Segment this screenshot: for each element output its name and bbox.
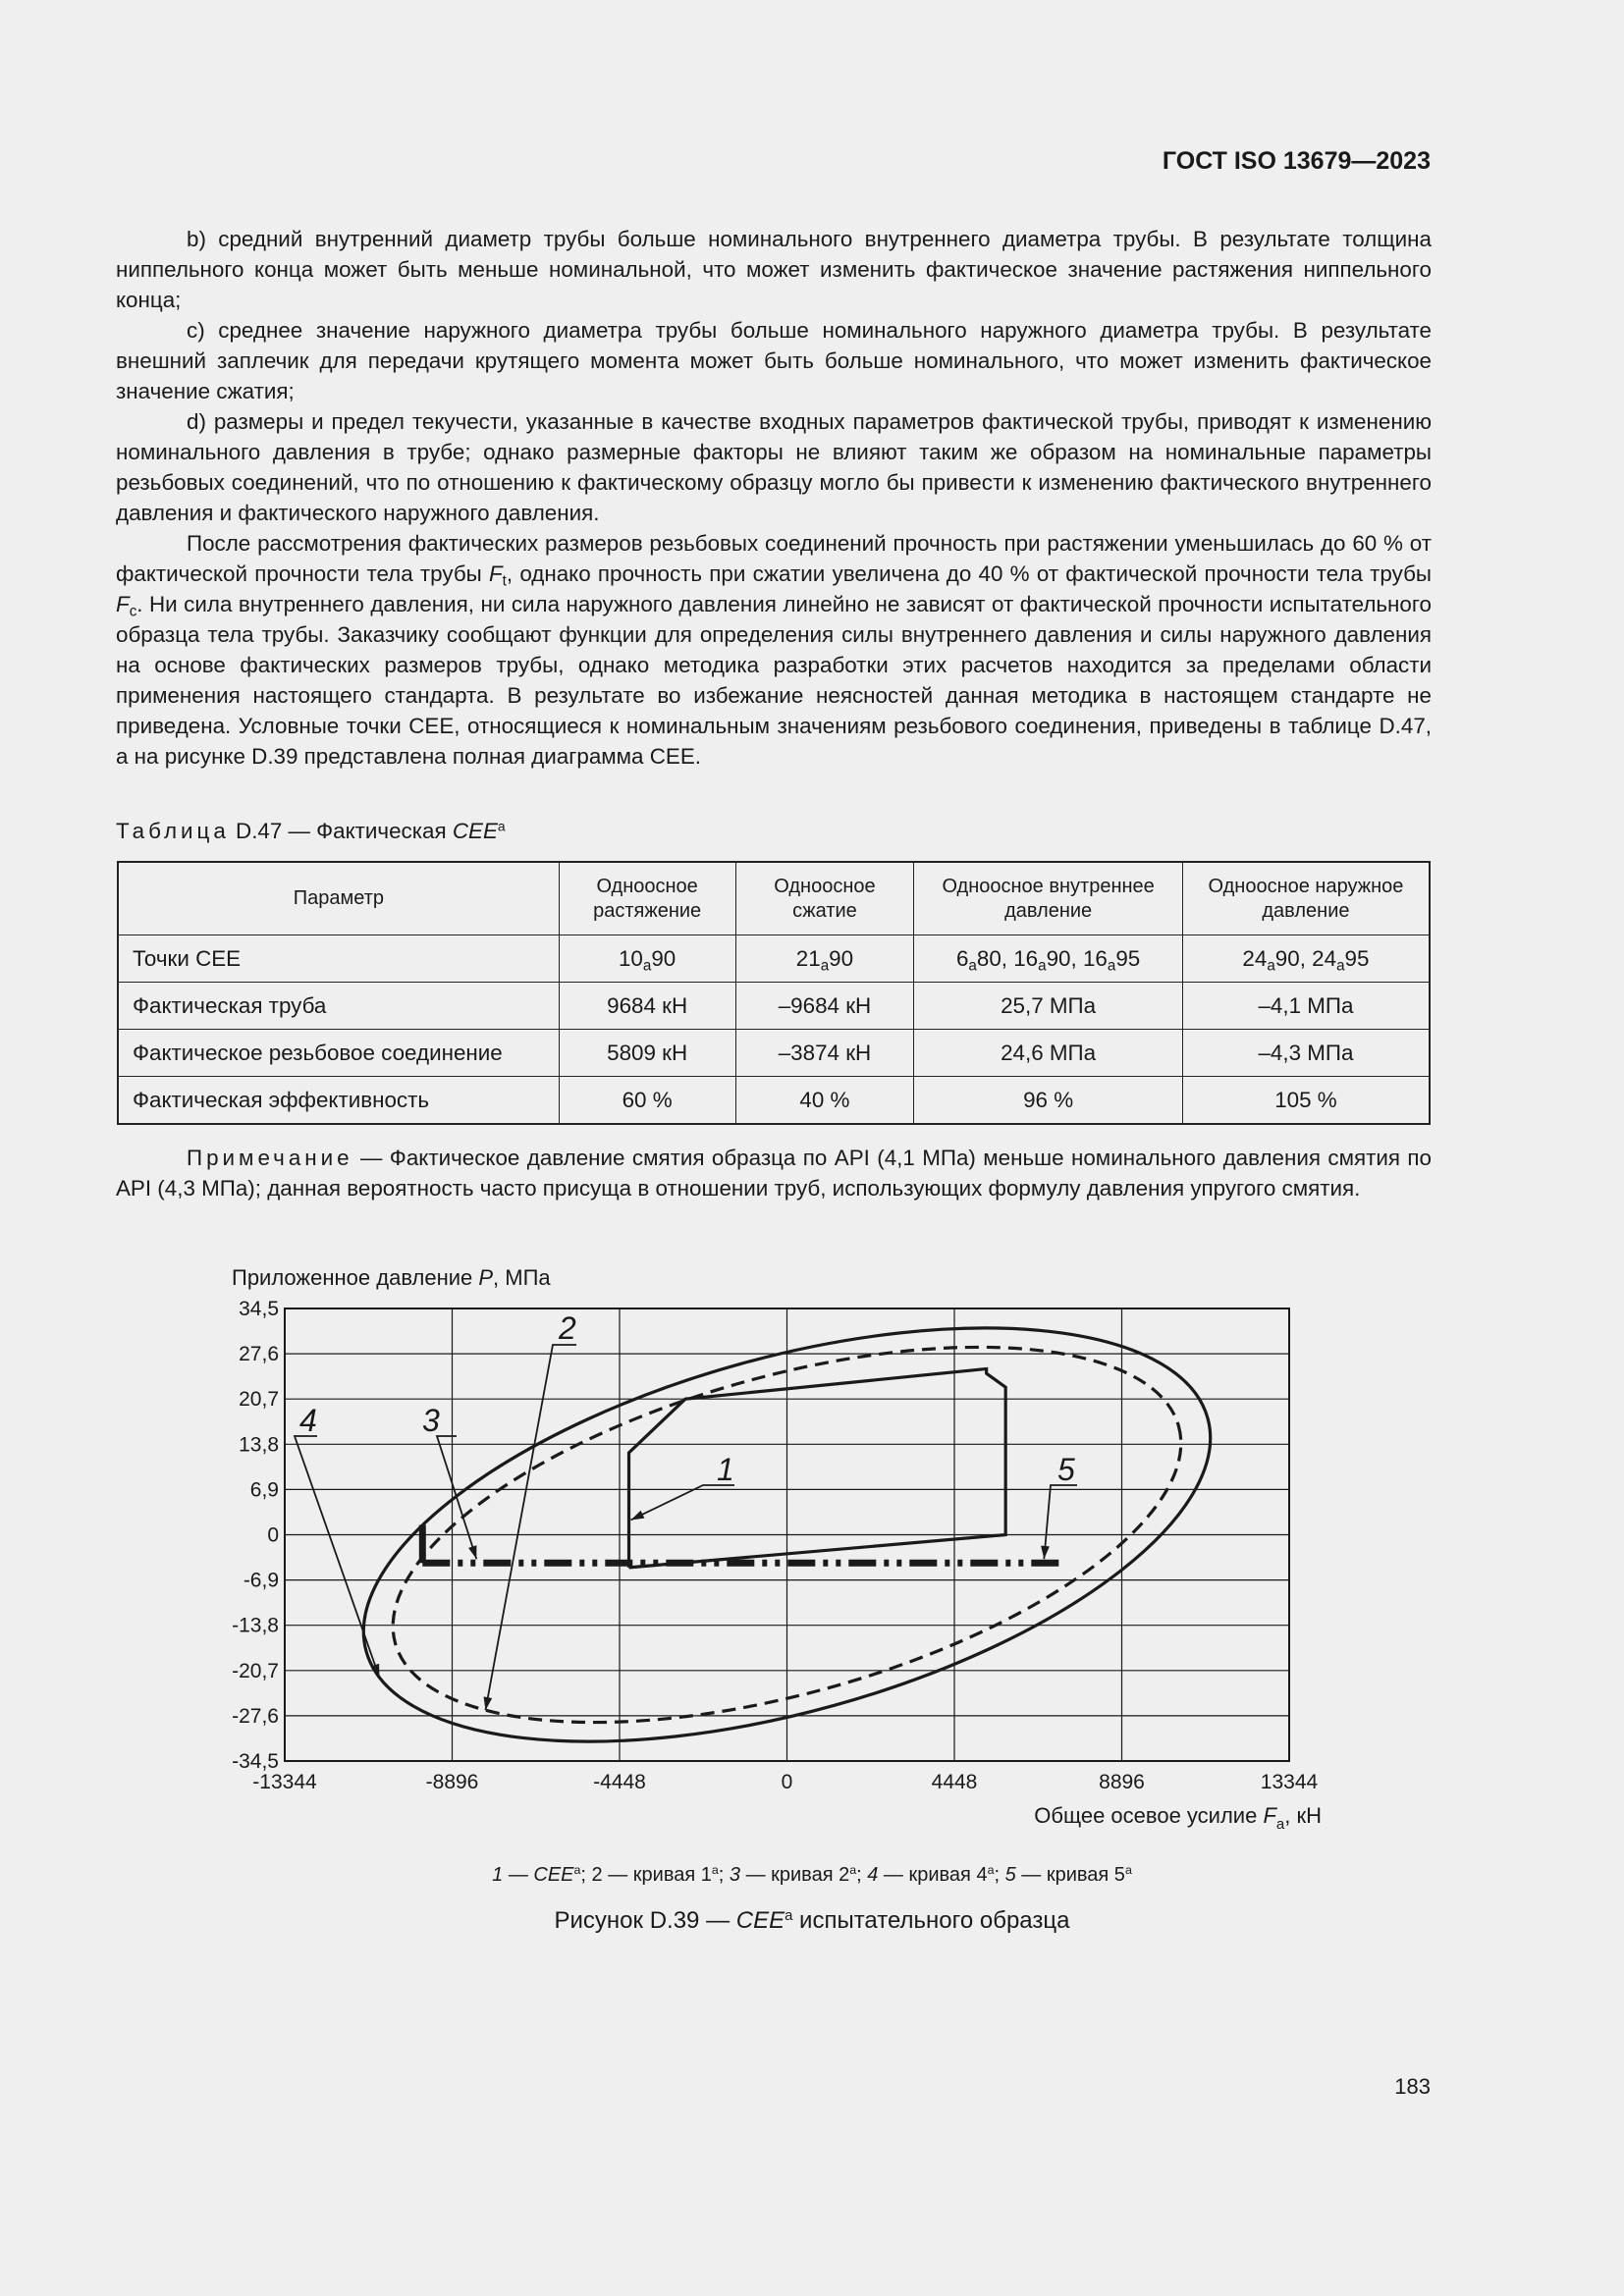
table-caption [116, 819, 506, 844]
table-cell: 5809 кН [559, 1030, 735, 1077]
table-cell: 40 % [735, 1077, 914, 1125]
leader-5 [1044, 1485, 1077, 1559]
x-tick-label: -4448 [593, 1771, 646, 1793]
y-tick-label: -34,5 [232, 1750, 279, 1773]
table-header-row [118, 862, 1430, 935]
y-tick-label: -13,8 [232, 1614, 279, 1637]
table-cell: –3874 кН [735, 1030, 914, 1077]
y-tick-label: -20,7 [232, 1659, 279, 1682]
figure-legend: 1 — CEE$^a$; 2 — кривая 1$^a$; 3 — кривая 2$^a$; 4 — кривая 4$^a$; 5 — кривая 5$^a$ [492, 1863, 1132, 1886]
cee-table [117, 861, 1431, 1125]
table-cell: 105 % [1182, 1077, 1430, 1125]
paragraph-main [116, 528, 1432, 772]
x-tick-label: 8896 [1099, 1771, 1145, 1793]
paragraph-b: b) средний внутренний диаметр трубы больше номинального внутреннего диаметра трубы. В результате толщина ниппельного конца может быть меньше номинальной, что может изменить фактическое значение растяжения ниппельного конца; [116, 227, 1432, 312]
paragraph-d: d) размеры и предел текучести, указанные в качестве входных параметров фактической трубы, приводят к изменению номинального давления в трубе; однако размерные факторы не влияют таким же образом на номинальные параметры резьбовых соединений, что по отношению к фактическому образцу могло бы привести к изменению фактического внутреннего давления и фактического наружного давления. [116, 409, 1432, 525]
series-label-2: 2 [559, 1310, 576, 1346]
table-cell: Фактическая эффективность [118, 1077, 559, 1125]
table-cell: Фактическая труба [118, 983, 559, 1030]
symbol-ft-sub: t [502, 572, 507, 590]
table-cell: –4,3 МПа [1182, 1030, 1430, 1077]
table-cell: $10_a90$ [559, 935, 735, 983]
table-cell: 96 % [914, 1077, 1183, 1125]
leader-2-arrow [484, 1696, 493, 1710]
chart-grid [285, 1308, 1289, 1761]
x-axis-label: Общее осевое усилие $F_a$, кН [1034, 1803, 1322, 1833]
table-row [118, 935, 1430, 983]
leader-1 [631, 1485, 734, 1520]
table-cell: $24_a90$, $24_a95$ [1182, 935, 1430, 983]
table-cell: 24,6 МПа [914, 1030, 1183, 1077]
document-id: ГОСТ ISO 13679—2023 [1162, 147, 1431, 175]
symbol-fc-sub: c [129, 603, 137, 620]
x-tick-label: -13344 [252, 1771, 317, 1793]
leader-1-arrow [631, 1511, 645, 1521]
leader-5-arrow [1041, 1546, 1050, 1560]
y-tick-label: 34,5 [239, 1298, 279, 1320]
symbol-fc: F [116, 592, 130, 616]
header-tension: Одноосное растяжение [559, 862, 735, 935]
leader-2 [485, 1345, 576, 1710]
note-label: Примечание [187, 1146, 353, 1170]
cee-chart [0, 1247, 1624, 1845]
paragraph-c: c) среднее значение наружного диаметра трубы больше номинального наружного диаметра трубы. В результате внешний заплечик для передачи крутящего момента может быть больше номинального, что может изменить фактическое значение сжатия; [116, 318, 1432, 403]
header-internal-pressure: Одноосное внутреннее давление [914, 862, 1183, 935]
header-parameter: Параметр [118, 862, 559, 935]
table-row [118, 983, 1430, 1030]
x-tick-label: 4448 [931, 1771, 978, 1793]
y-tick-label: 6,9 [249, 1478, 279, 1502]
table-cell: Точки CEE [118, 935, 559, 983]
series-label-4: 4 [299, 1403, 317, 1438]
table-row [118, 1077, 1430, 1125]
chart-container [0, 1247, 1624, 1845]
symbol-ft: F [488, 561, 503, 586]
y-tick-label: 27,6 [239, 1343, 279, 1366]
series-label-3: 3 [422, 1403, 440, 1438]
y-tick-label: -27,6 [232, 1704, 279, 1728]
y-tick-label: 13,8 [239, 1433, 279, 1457]
table-cell: $6_a80$, $16_a90$, $16_a95$ [914, 935, 1183, 983]
table-note [116, 1143, 1432, 1203]
leader-3-arrow [468, 1545, 476, 1559]
table-caption-rest: D.47 — Фактическая [229, 819, 453, 843]
body-text [116, 224, 1432, 772]
y-tick-label: 20,7 [239, 1388, 279, 1412]
y-tick-label: 0 [267, 1523, 279, 1547]
table-cell: –9684 кН [735, 983, 914, 1030]
y-tick-label: -6,9 [243, 1569, 279, 1592]
leader-3 [437, 1436, 476, 1559]
x-tick-label: -8896 [425, 1771, 479, 1793]
header-external-pressure: Одноосное наружное давление [1182, 862, 1430, 935]
x-tick-label: 0 [781, 1771, 793, 1793]
table-cell: $21_a90$ [735, 935, 914, 983]
series-label-1: 1 [717, 1452, 734, 1487]
header-compression: Одноосное сжатие [735, 862, 914, 935]
table-cell: 9684 кН [559, 983, 735, 1030]
figure-caption: Рисунок D.39 — CEE$^a$ испытательного образца [554, 1907, 1070, 1934]
leader-4 [295, 1436, 379, 1678]
table-row [118, 1030, 1430, 1077]
table-cell: –4,1 МПа [1182, 983, 1430, 1030]
series-label-5: 5 [1057, 1452, 1075, 1487]
table-caption-word: Таблица [116, 819, 230, 843]
note-text: — Фактическое давление смятия образца по API (4,1 МПа) меньше номинального давления смятия по API (4,3 МПа); данная вероятность часто присуща в отношении труб, использующих формулу давления упругого смятия. [116, 1146, 1432, 1201]
x-tick-label: 13344 [1260, 1771, 1319, 1793]
table-cell: 60 % [559, 1077, 735, 1125]
y-axis-label: Приложенное давление P, МПа [232, 1265, 551, 1290]
table-caption-sup: a [497, 818, 506, 834]
page-number: 183 [1394, 2074, 1431, 2099]
main-text-1: После рассмотрения фактических размеров резьбовых соединений прочность при растяжении уменьшилась до 60 % от фактической прочности тела трубы [116, 531, 1432, 586]
table-cell: 25,7 МПа [914, 983, 1183, 1030]
table-caption-italic: CEE [452, 819, 498, 843]
table-cell: Фактическое резьбовое соединение [118, 1030, 559, 1077]
main-text-3: . Ни сила внутреннего давления, ни сила наружного давления линейно не зависят от фактической прочности испытательного образца тела трубы. Заказчику сообщают функции для определения силы внутреннего давления и силы наружного давления на основе фактических размеров трубы, однако методика разработки этих расчетов находится за пределами области применения настоящего стандарта. В результате во избежание неясностей данная методика в настоящем стандарте не приведена. Условные точки CEE, относящиеся к номинальным значениям резьбового соединения, приведены в таблице D.47, а на рисунке D.39 представлена полная диаграмма CEE. [116, 592, 1432, 769]
main-text-2: , однако прочность при сжатии увеличена до 40 % от фактической прочности тела трубы [506, 561, 1432, 586]
